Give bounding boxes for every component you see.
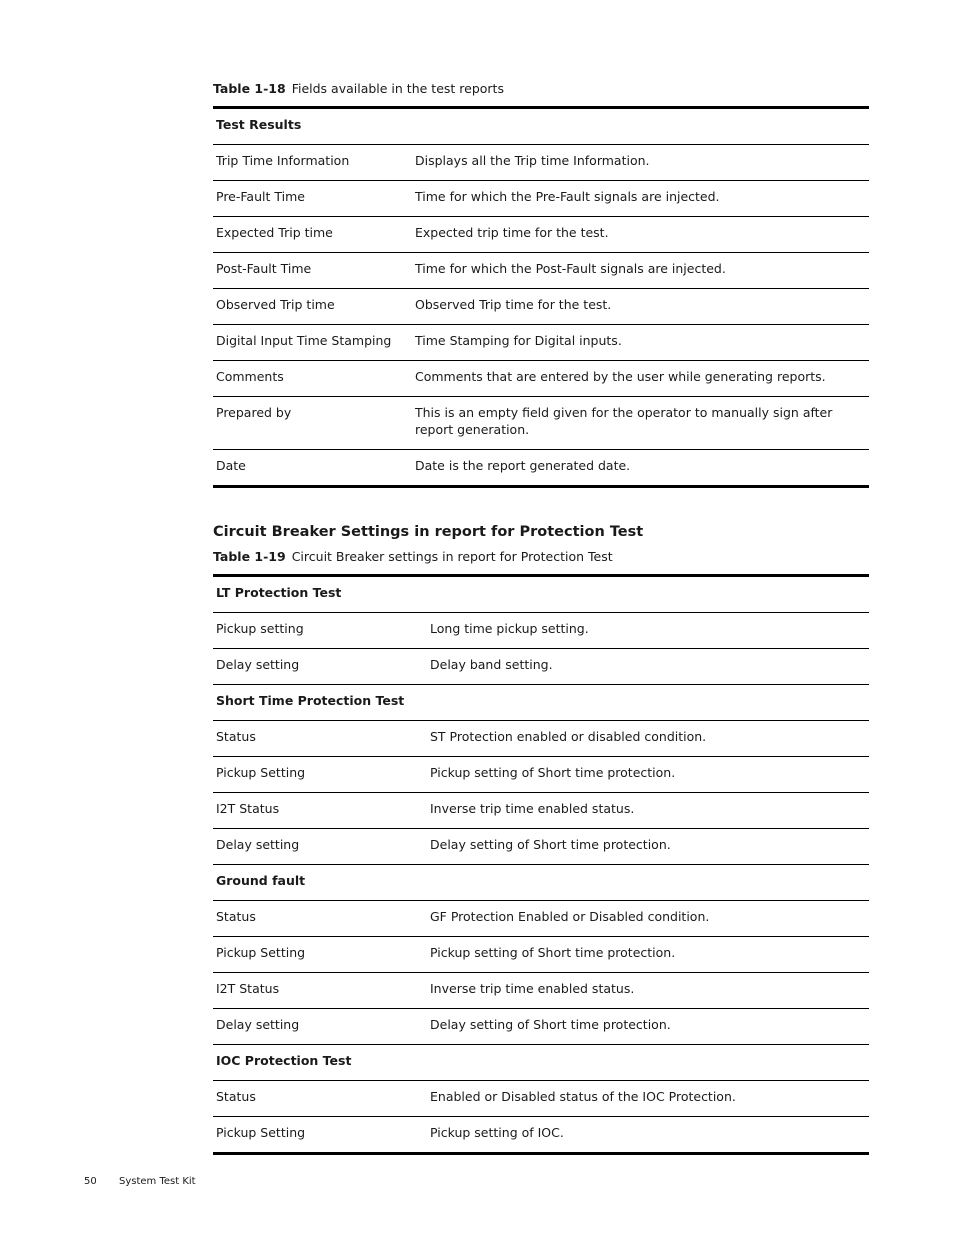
table-row — [213, 829, 869, 865]
setting-description: GF Protection Enabled or Disabled condition. — [427, 901, 869, 937]
caption-number: Table 1-19 — [213, 549, 286, 564]
field-name: Trip Time Information — [213, 145, 412, 181]
setting-description: ST Protection enabled or disabled condition. — [427, 721, 869, 757]
table-row — [213, 217, 869, 253]
setting-description: Pickup setting of Short time protection. — [427, 937, 869, 973]
setting-name: Status — [213, 901, 427, 937]
field-name: Prepared by — [213, 397, 412, 450]
table-row — [213, 253, 869, 289]
table-row — [213, 937, 869, 973]
setting-description: Inverse trip time enabled status. — [427, 793, 869, 829]
table-row — [213, 397, 869, 450]
setting-description: Long time pickup setting. — [427, 613, 869, 649]
table-row — [213, 649, 869, 685]
setting-description: Delay setting of Short time protection. — [427, 829, 869, 865]
field-name: Date — [213, 450, 412, 487]
setting-description: Delay band setting. — [427, 649, 869, 685]
table-row — [213, 901, 869, 937]
circuit-breaker-settings-table — [213, 574, 869, 1155]
caption-text: Fields available in the test reports — [291, 81, 504, 96]
setting-description: Inverse trip time enabled status. — [427, 973, 869, 1009]
setting-name: Status — [213, 721, 427, 757]
setting-name: I2T Status — [213, 793, 427, 829]
group-header: IOC Protection Test — [213, 1045, 869, 1081]
group-header: LT Protection Test — [216, 585, 342, 600]
field-description: Expected trip time for the test. — [412, 217, 869, 253]
group-header-row — [213, 1045, 869, 1081]
field-description: This is an empty field given for the operator to manually sign after report generation. — [412, 397, 869, 450]
setting-name: Delay setting — [213, 829, 427, 865]
table-row — [213, 325, 869, 361]
table-row — [213, 145, 869, 181]
setting-name: I2T Status — [213, 973, 427, 1009]
setting-name: Pickup setting — [213, 613, 427, 649]
table-row — [213, 1081, 869, 1117]
field-name: Digital Input Time Stamping — [213, 325, 412, 361]
field-description: Displays all the Trip time Information. — [412, 145, 869, 181]
caption-text: Circuit Breaker settings in report for Protection Test — [291, 549, 613, 564]
field-name: Expected Trip time — [213, 217, 412, 253]
test-results-table — [213, 106, 869, 488]
group-header-row — [213, 576, 869, 613]
table-1-18-caption — [213, 81, 504, 96]
table-row — [213, 1009, 869, 1045]
table-header-row — [213, 108, 869, 145]
field-description: Time for which the Pre-Fault signals are injected. — [412, 181, 869, 217]
table-row — [213, 793, 869, 829]
group-header-row — [213, 865, 869, 901]
setting-name: Pickup Setting — [213, 1117, 427, 1154]
setting-description: Pickup setting of IOC. — [427, 1117, 869, 1154]
section-heading: Circuit Breaker Settings in report for Protection Test — [213, 524, 644, 540]
group-header: Ground fault — [213, 865, 869, 901]
setting-description: Pickup setting of Short time protection. — [427, 757, 869, 793]
field-name: Pre-Fault Time — [213, 181, 412, 217]
setting-description: Enabled or Disabled status of the IOC Protection. — [427, 1081, 869, 1117]
group-header-row — [213, 685, 869, 721]
page-number: 50 — [84, 1176, 97, 1187]
table-1-19-caption — [213, 549, 613, 564]
setting-name: Pickup Setting — [213, 937, 427, 973]
table-row — [213, 1117, 869, 1154]
field-description: Observed Trip time for the test. — [412, 289, 869, 325]
table-row — [213, 973, 869, 1009]
field-description: Time for which the Post-Fault signals are injected. — [412, 253, 869, 289]
field-name: Post-Fault Time — [213, 253, 412, 289]
field-description: Date is the report generated date. — [412, 450, 869, 487]
field-name: Observed Trip time — [213, 289, 412, 325]
table-row — [213, 613, 869, 649]
table-row — [213, 361, 869, 397]
setting-name: Delay setting — [213, 1009, 427, 1045]
table-row — [213, 289, 869, 325]
document-title: System Test Kit — [119, 1176, 196, 1187]
field-name: Comments — [213, 361, 412, 397]
field-description: Comments that are entered by the user while generating reports. — [412, 361, 869, 397]
table-row — [213, 757, 869, 793]
table-row — [213, 181, 869, 217]
field-description: Time Stamping for Digital inputs. — [412, 325, 869, 361]
setting-description: Delay setting of Short time protection. — [427, 1009, 869, 1045]
table-header: Test Results — [216, 117, 302, 132]
table-row — [213, 450, 869, 487]
table-row — [213, 721, 869, 757]
setting-name: Delay setting — [213, 649, 427, 685]
setting-name: Pickup Setting — [213, 757, 427, 793]
group-header: Short Time Protection Test — [213, 685, 869, 721]
caption-number: Table 1-18 — [213, 81, 286, 96]
setting-name: Status — [213, 1081, 427, 1117]
